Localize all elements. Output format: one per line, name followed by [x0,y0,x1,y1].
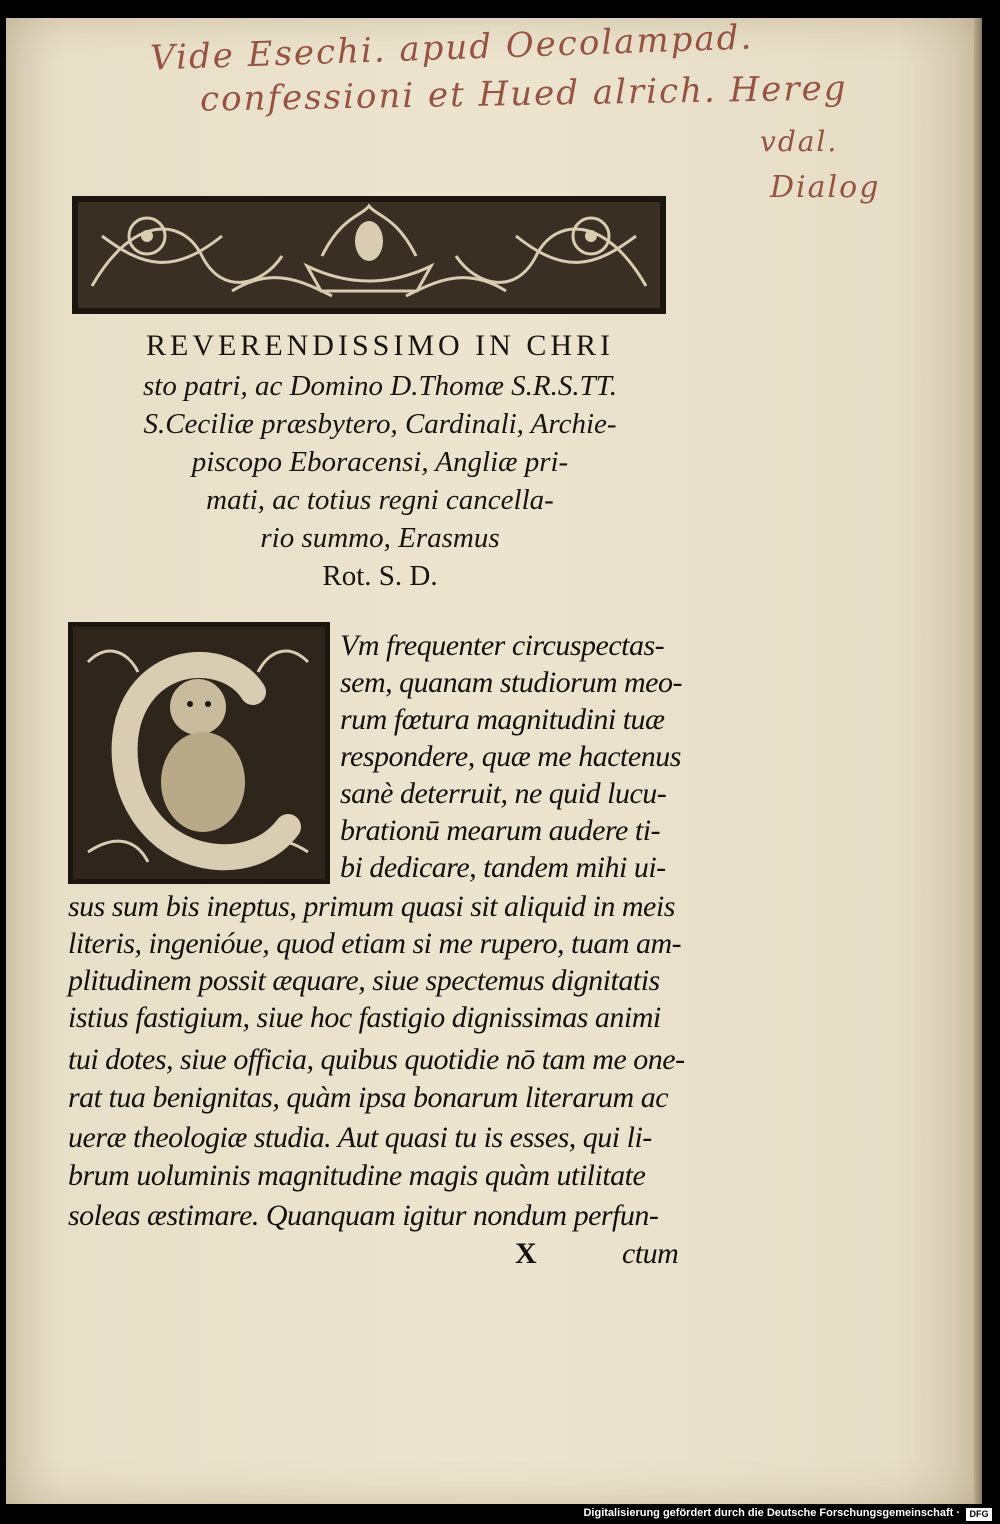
footer-credit-text: Digitalisierung gefördert durch die Deutsche Forschungsgemeinschaft · [583,1507,960,1519]
decorated-initial-c [68,622,330,884]
manuscript-note-line-3: vdal. [760,125,839,158]
body-line-15: brum uoluminis magnitudine magis quàm utilitate [68,1159,646,1192]
signature-mark: X [515,1237,537,1270]
manuscript-note-line-2: confessioni et Hued alrich. Hereg [199,68,848,120]
body-line-7: bi dedicare, tandem mihi ui- [340,851,666,884]
title-line-6: rio summo, Erasmus [260,522,500,554]
body-line-3: rum fœtura magnitudini tuæ [340,703,665,736]
page-edge [974,18,982,1504]
title-line-1: REVERENDISSIMO IN CHRI [145,329,614,362]
body-line-11: istius fastigium, siue hoc fastigio dignissimas animi [68,1001,661,1034]
body-line-4: respondere, quæ me hactenus [340,740,681,773]
dfg-logo: DFG [966,1508,992,1521]
body-line-6: brationū mearum audere ti- [340,814,661,847]
body-line-14: ueræ theologiæ studia. Aut quasi tu is esses, qui li- [68,1121,652,1154]
title-line-2: sto patri, ac Domino D.Thomæ S.R.S.TT. [143,370,617,402]
title-line-7: Rot. S. D. [322,560,438,592]
dedication-title [60,325,700,595]
body-line-10: plitudinem possit æquare, siue spectemus dignitatis [68,964,660,997]
body-line-12: tui dotes, siue officia, quibus quotidie nō tam me one- [68,1043,685,1076]
body-line-16: soleas æstimare. Quanquam igitur nondum perfun- [68,1199,659,1232]
manuscript-note-line-1: Vide Esechi. apud Oecolampad. [149,17,754,79]
title-line-4: piscopo Eboracensi, Angliæ pri- [191,446,569,478]
catchword: ctum [622,1237,679,1270]
body-line-9: literis, ingenióue, quod etiam si me rupero, tuam am- [68,927,682,960]
woodcut-headpiece-ornament [72,196,666,314]
body-line-13: rat tua benignitas, quàm ipsa bonarum literarum ac [68,1081,669,1114]
manuscript-note-line-4: Dialog [770,170,881,205]
body-line-5: sanè deterruit, ne quid lucu- [340,777,667,810]
body-line-8: sus sum bis ineptus, primum quasi sit aliquid in meis [68,890,675,923]
body-line-2: sem, quanam studiorum meo- [340,666,682,699]
title-line-5: mati, ac totius regni cancella- [206,484,554,516]
title-line-3: S.Ceciliæ præsbytero, Cardinali, Archie- [143,408,617,440]
body-line-1: Vm frequenter circuspectas- [340,629,665,662]
